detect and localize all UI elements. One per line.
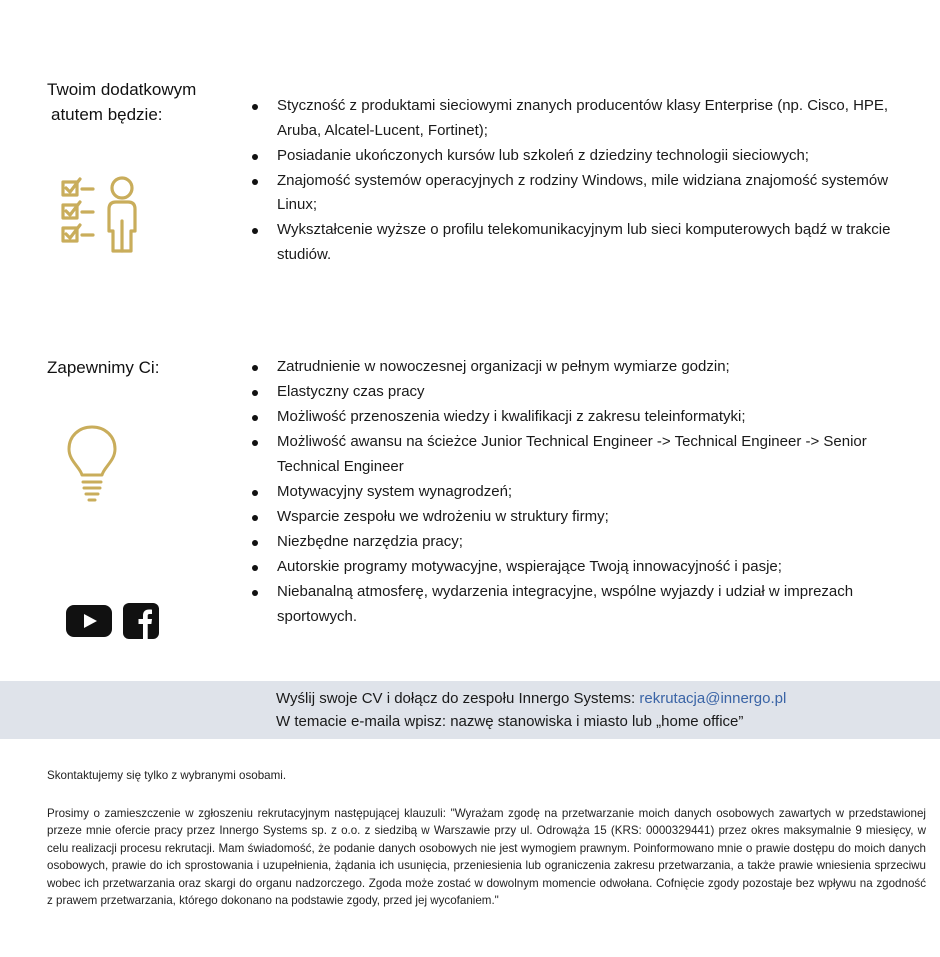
- extra-list: [247, 94, 912, 268]
- list-item: Niezbędne narzędzia pracy;: [247, 530, 927, 555]
- list-item: Motywacyjny system wynagrodzeń;: [247, 480, 927, 505]
- offer-list: [247, 355, 927, 630]
- list-item: Elastyczny czas pracy: [247, 380, 927, 405]
- lightbulb-icon: [66, 425, 118, 505]
- contact-note: Skontaktujemy się tylko z wybranymi osobami.: [47, 769, 287, 782]
- list-item: Autorskie programy motywacyjne, wspierające Twoją innowacyjność i pasje;: [247, 555, 927, 580]
- list-item: Zatrudnienie w nowoczesnej organizacji w pełnym wymiarze godzin;: [247, 355, 927, 380]
- facebook-icon[interactable]: [123, 603, 159, 639]
- list-item: Wykształcenie wyższe o profilu telekomunikacyjnym lub sieci komputerowych bądź w trakcie studiów.: [247, 218, 912, 267]
- checklist-person-icon: [60, 175, 142, 253]
- cv-line-1: [276, 687, 786, 710]
- list-item: Posiadanie ukończonych kursów lub szkoleń z dziedziny technologii sieciowych;: [247, 144, 912, 169]
- list-item: Możliwość awansu na ścieżce Junior Technical Engineer -> Technical Engineer -> Senior Technical Engineer: [247, 430, 927, 479]
- email-link[interactable]: rekrutacja@innergo.pl: [639, 690, 787, 707]
- extra-section-title: [47, 77, 196, 127]
- gdpr-clause: Prosimy o zamieszczenie w zgłoszeniu rekrutacyjnym następującej klauzuli: "Wyrażam zgodę na przetwarzanie moich danych osobowych zawartych w przedstawionej przeze mnie ofercie pracy przez Innergo Systems sp. z o.o. z siedzibą w Warszawie przy ul. Odrowąża 15 (KRS: 0000329441) przez okres maksymalnie 9 miesięcy, w celu realizacji procesu rekrutacji. Mam świadomość, że podanie danych osobowych nie jest wymogiem prawnym. Poinformowano mnie o prawie dostępu do moich danych osobowych, prawie do ich sprostowania i uzupełnienia, żądania ich usunięcia, przeniesienia lub ograniczenia zakresu przetwarzania, a także prawie wniesienia sprzeciwu wobec ich przetwarzania oraz skargi do organu nadzorczego. Zgoda może zostać w dowolnym momencie odwołana. Cofnięcie zgody pozostaje bez wpływu na zgodność z prawem przetwarzania, którego dokonano na podstawie zgody, przed jej wycofaniem.": [47, 807, 926, 908]
- extra-title-line2: atutem będzie:: [51, 105, 163, 124]
- offer-title: Zapewnimy Ci:: [47, 358, 160, 377]
- list-item: Styczność z produktami sieciowymi znanych producentów klasy Enterprise (np. Cisco, HPE, Aruba, Alcatel-Lucent, Fortinet);: [247, 94, 912, 143]
- list-item: Możliwość przenoszenia wiedzy i kwalifikacji z zakresu teleinformatyki;: [247, 405, 927, 430]
- cv-line-1-text: Wyślij swoje CV i dołącz do zespołu Innergo Systems:: [276, 690, 640, 707]
- cv-band: [0, 681, 940, 739]
- cv-line-2: W temacie e-maila wpisz: nazwę stanowiska i miasto lub „home office”: [276, 713, 744, 730]
- list-item: Znajomość systemów operacyjnych z rodziny Windows, mile widziana znajomość systemów Linux;: [247, 169, 912, 218]
- list-item: Wsparcie zespołu we wdrożeniu w struktury firmy;: [247, 505, 927, 530]
- offer-section-title: [47, 355, 159, 380]
- youtube-icon[interactable]: [66, 605, 112, 637]
- extra-title-line1: Twoim dodatkowym: [47, 80, 197, 99]
- list-item: Niebanalną atmosferę, wydarzenia integracyjne, wspólne wyjazdy i udział w imprezach sportowych.: [247, 580, 927, 629]
